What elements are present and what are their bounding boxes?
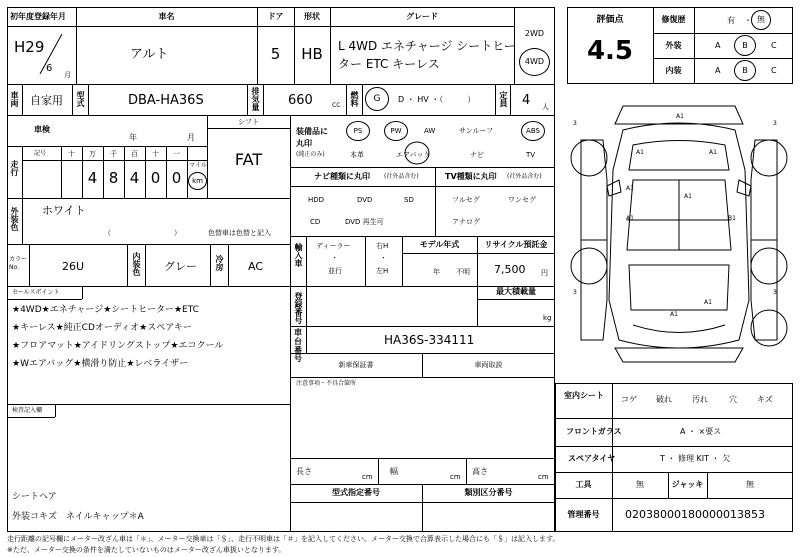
- vehicle-manual: 車両取説: [474, 361, 503, 369]
- shape-label: 形状: [304, 12, 320, 21]
- fuel-options: D ・ HV ・（ ）: [398, 95, 476, 104]
- navi-note: (社外品含む): [384, 173, 419, 180]
- equip-ps-circled: PS: [346, 121, 370, 141]
- import-dot-2: ・: [380, 254, 387, 262]
- fuel-g-circled: G: [365, 87, 389, 111]
- tv-label: TV種類に丸印: [445, 172, 497, 181]
- mileage-digit-4: 0: [150, 169, 161, 187]
- main-form: [7, 7, 555, 532]
- footer-line2: ※ただ、メーター交換の条件を満たしていないものはメーター改ざん車扱いとなります。: [7, 546, 286, 554]
- management-value: 02038000180000013853: [625, 508, 765, 521]
- import-dealer: ディーラー: [316, 242, 351, 250]
- model-year-label: モデル年式: [419, 240, 460, 249]
- damage-a1-roof: A1: [684, 193, 692, 200]
- color-no-value: 26U: [62, 260, 85, 273]
- seat-dirt: 汚れ: [692, 395, 708, 404]
- capacity-value: 4: [522, 93, 531, 108]
- mileage-digit-5: 0: [171, 169, 182, 187]
- inspector-label: 検査記入欄: [12, 407, 43, 414]
- max-load-label: 最大積載量: [496, 287, 536, 296]
- import-dot: ・: [331, 254, 338, 262]
- recycle-mark-bl: 3: [573, 289, 577, 296]
- first-reg-year: H29: [14, 38, 45, 56]
- month-unit: 月: [64, 71, 71, 79]
- shift-value: FAT: [234, 150, 263, 169]
- usage-value: 自家用: [30, 94, 63, 107]
- displacement-label: 排気量: [251, 87, 260, 111]
- seat-scratch: キズ: [757, 395, 773, 404]
- score-label: 評価点: [596, 15, 624, 25]
- front-glass-options: A ・ ×要ス: [680, 427, 722, 436]
- cc-unit: CC: [332, 102, 341, 109]
- damage-a1-front: A1: [676, 113, 684, 120]
- equip-pw-circled: PW: [384, 121, 408, 141]
- doors-label: ドア: [267, 12, 284, 21]
- int-grade-c: C: [771, 66, 777, 75]
- recycle-mark-tr: 3: [773, 120, 777, 127]
- repair-no-circled: 無: [751, 10, 771, 30]
- km-circled: km: [188, 172, 207, 190]
- tv-oneseg: ワンセグ: [508, 196, 536, 204]
- spare-tire-label: スペアタイヤ: [568, 454, 616, 463]
- sales-point-4: ★Wエアバッグ★横滑り防止★レベライザー: [12, 359, 189, 369]
- drive-4wd-circled: 4WD: [519, 48, 550, 76]
- interior-color-label: 内装色: [132, 252, 141, 276]
- inspection-label: 車検: [34, 125, 50, 134]
- mileage-label: 走行: [10, 160, 19, 176]
- import-parallel: 並行: [328, 267, 342, 275]
- inspector-line1: シートヘア: [12, 492, 66, 502]
- recycle-mark-br: 3: [773, 289, 777, 296]
- ac-label: 冷房: [215, 255, 224, 271]
- model-value: DBA-HA36S: [128, 93, 204, 108]
- car-name: アルト: [130, 47, 169, 62]
- shift-label: シフト: [238, 118, 259, 126]
- mileage-digit-1: 4: [87, 169, 98, 187]
- equip-abs-circled: ABS: [521, 121, 545, 141]
- mileage-symbol-label: 記号: [34, 150, 47, 157]
- car-name-label: 車名: [158, 12, 175, 21]
- mileage-unit-0: 十: [68, 150, 75, 158]
- mileage-digit-2: 8: [108, 169, 119, 187]
- shape-value: HB: [301, 45, 323, 63]
- repair-yes: 有: [727, 16, 735, 25]
- width-cm: cm: [450, 473, 461, 481]
- equipment-label-1: 装備品に: [296, 127, 328, 136]
- mileage-unit-3: 百: [131, 150, 138, 158]
- int-grade-b-circled: B: [734, 60, 756, 81]
- score-value: 4.5: [586, 36, 634, 66]
- recycle-label: リサイクル預託金: [484, 240, 548, 249]
- ext-grade-c: C: [771, 41, 777, 50]
- sales-point-label: セールスポイント: [12, 289, 60, 296]
- mileage-unit-1: 万: [89, 150, 96, 158]
- length-label: 長さ: [296, 467, 312, 476]
- inspection-year-unit: 年: [129, 133, 137, 142]
- equip-tv: TV: [526, 151, 536, 159]
- first-reg-month: 6: [46, 63, 53, 74]
- tv-fullseg: フルセグ: [452, 196, 480, 204]
- damage-a1-left-door: A1: [626, 185, 634, 192]
- recycle-value: 7,500: [494, 263, 526, 276]
- jack-value: 無: [746, 480, 754, 489]
- mile-label: マイル: [189, 162, 207, 169]
- management-label: 管理番号: [567, 510, 600, 519]
- equip-sunroof: サンルーフ: [459, 127, 494, 135]
- ext-grade-b-circled: B: [734, 35, 756, 56]
- int-grade-a: A: [715, 66, 721, 75]
- exterior-color-label: 外装色: [10, 207, 19, 231]
- navi-dvd-play: DVD 再生可: [345, 218, 384, 226]
- equip-navi: ナビ: [470, 151, 484, 159]
- sales-point-2: ★キーレス★純正CDオーディオ★スペアキー: [12, 323, 192, 333]
- equip-airbag: エアバック: [396, 151, 431, 159]
- spare-tire-options: T ・ 修理 KIT ・ 欠: [660, 454, 731, 463]
- front-glass-label: フロントガラス: [566, 427, 622, 436]
- interior-color-value: グレー: [164, 260, 197, 273]
- model-label: 型式: [76, 91, 85, 107]
- class-number-label: 類別区分番号: [464, 488, 513, 497]
- car-damage-diagram: [563, 100, 795, 378]
- navi-dvd: DVD: [357, 196, 373, 204]
- grade-line2: ター ETC キーレス: [338, 57, 440, 71]
- chassis-label: 車台番号: [294, 328, 302, 364]
- tv-analog: アナログ: [452, 218, 480, 226]
- max-load-kg: kg: [543, 314, 552, 322]
- tv-note: (社外品含む): [507, 173, 542, 180]
- jack-label: ジャッキ: [671, 480, 704, 489]
- score-exterior-label: 外装: [665, 41, 682, 50]
- repair-label: 修復歴: [661, 15, 686, 24]
- doors-value: 5: [270, 45, 281, 63]
- capacity-unit: 人: [542, 103, 549, 111]
- fuel-label: 燃料: [350, 91, 359, 107]
- tools-label: 工具: [575, 480, 592, 489]
- mileage-unit-5: 一: [173, 150, 180, 158]
- damage-a1-hood-right: A1: [709, 149, 717, 156]
- ac-value: AC: [248, 260, 264, 273]
- equipment-label-2: 丸印: [296, 139, 312, 148]
- navi-label: ナビ種類に丸印: [314, 172, 370, 181]
- model-year-unknown: 不明: [456, 268, 470, 276]
- tools-value: 無: [636, 480, 644, 489]
- recycle-mark-tl: 3: [573, 120, 577, 127]
- registration-label: 登録番号: [294, 292, 303, 324]
- ext-grade-a: A: [715, 41, 721, 50]
- inspector-line2: 外装コキズ ネイルキャップ＊A: [12, 512, 144, 522]
- equip-leather: 本革: [350, 151, 364, 159]
- height-cm: cm: [538, 473, 549, 481]
- damage-a1-hood-left: A1: [636, 149, 644, 156]
- damage-a1-rear: A1: [670, 311, 678, 318]
- new-warranty: 新車保証書: [338, 361, 374, 369]
- import-right-h: 右H: [376, 242, 389, 250]
- repair-dot: ・: [744, 16, 752, 25]
- drive-2wd: 2WD: [524, 29, 545, 38]
- color-no-label: カラーNo.: [9, 256, 28, 272]
- seat-tear: 破れ: [656, 395, 672, 404]
- recycle-yen: 円: [541, 269, 548, 277]
- usage-label: 車両: [10, 91, 19, 107]
- seat-hole: 穴: [729, 395, 737, 404]
- first-reg-label: 初年度登録年月: [10, 12, 66, 21]
- mileage-unit-2: 千: [110, 150, 117, 158]
- model-year-unit: 年: [433, 268, 440, 276]
- import-left-h: 左H: [376, 267, 389, 275]
- grade-label: グレード: [406, 12, 438, 21]
- exterior-color-paren: （ ）: [104, 229, 181, 237]
- equip-aw: AW: [424, 127, 436, 135]
- capacity-label: 定員: [499, 91, 508, 107]
- navi-sd: SD: [404, 196, 414, 204]
- mileage-digit-3: 4: [129, 169, 140, 187]
- exterior-color-note: 色替車は色替と記入: [208, 229, 271, 237]
- length-cm: cm: [362, 473, 373, 481]
- type-designation-label: 型式指定番号: [332, 488, 380, 497]
- width-label: 幅: [390, 467, 398, 476]
- airbag-circle: [403, 140, 431, 166]
- damage-b1-right: B1: [728, 215, 736, 222]
- score-interior-label: 内装: [665, 66, 682, 75]
- displacement-value: 660: [288, 93, 313, 108]
- sales-point-1: ★4WD★エネチャージ★シートヒーター★ETC: [12, 305, 199, 315]
- height-label: 高さ: [472, 467, 488, 476]
- navi-hdd: HDD: [308, 196, 325, 204]
- seat-burn: コゲ: [621, 395, 637, 404]
- notes-label: 注意事項・不具合箇所: [296, 380, 357, 387]
- interior-seat-label: 室内シート: [564, 391, 604, 400]
- navi-cd: CD: [310, 218, 321, 226]
- exterior-color-value: ホワイト: [42, 204, 86, 217]
- inspection-month-unit: 月: [187, 133, 195, 142]
- mileage-unit-4: 十: [152, 150, 159, 158]
- damage-a1-rear-2: A1: [704, 299, 712, 306]
- grade-line1: L 4WD エネチャージ シートヒー: [338, 39, 516, 53]
- damage-a1-left-rear: A1: [626, 215, 634, 222]
- sales-point-3: ★フロアマット★アイドリングストップ★エコクール: [12, 341, 224, 351]
- chassis-value: HA36S-334111: [384, 333, 475, 347]
- equipment-label-3: (純正のみ): [296, 151, 325, 158]
- import-label: 輸入車: [294, 243, 303, 267]
- footer-line1: 走行距離の記号欄にメーター改ざん車は「＊」、メーター交換車は「＄」、走行不明車は「＃」を記入してください。メーター交換で合算表示した場合にも「＄」は記入します。: [7, 535, 560, 543]
